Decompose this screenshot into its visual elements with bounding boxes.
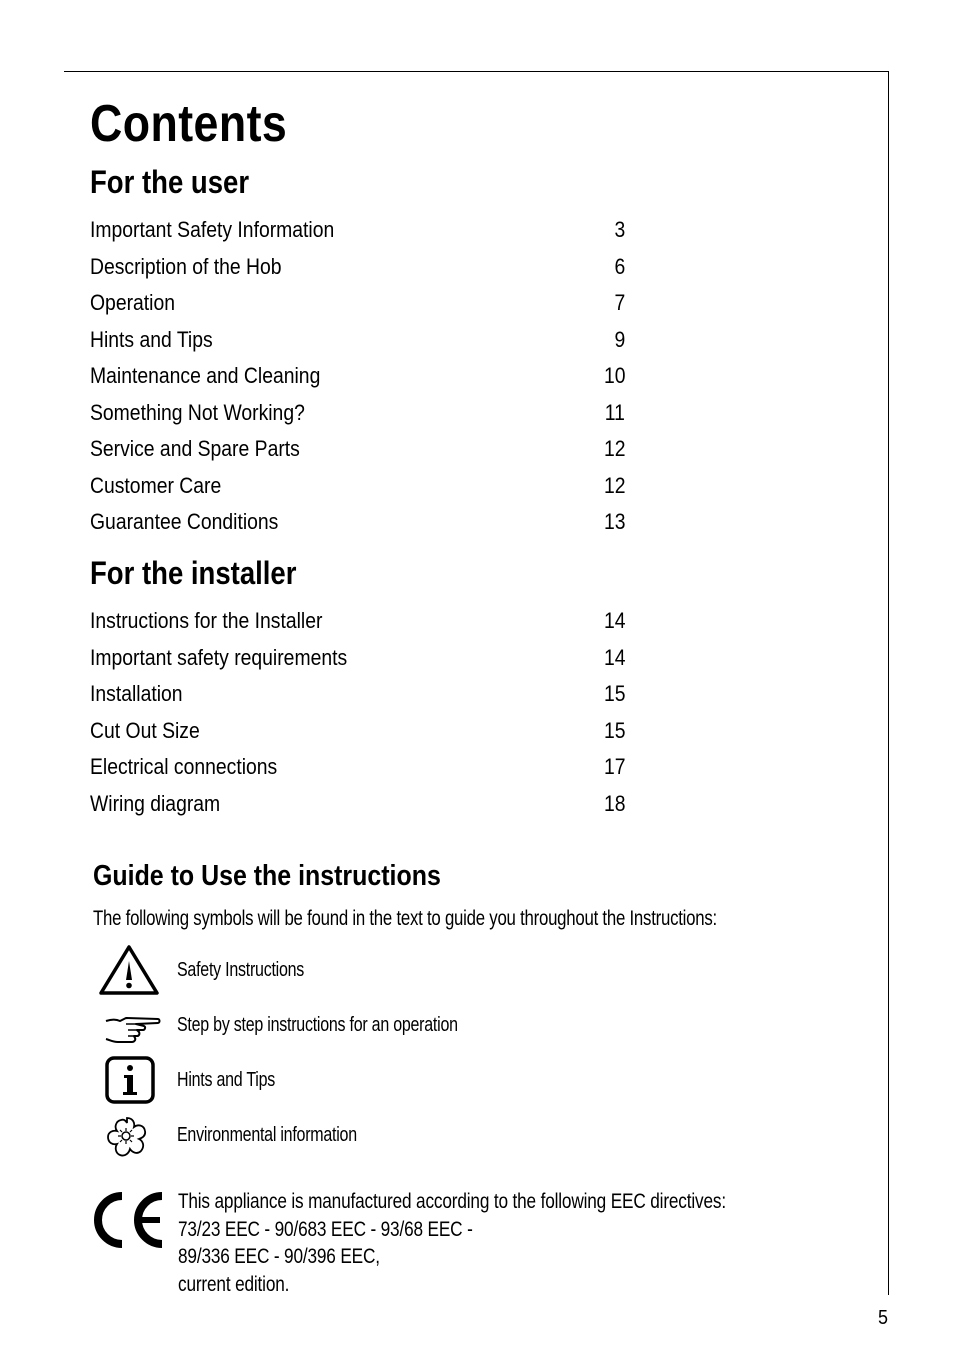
toc-entry-page: 9 [614,326,625,352]
toc-entry-page: 3 [614,217,625,242]
eec-line: This appliance is manufactured according to the following EEC directives: [178,1190,726,1213]
toc-entry-page: 10 [603,363,625,388]
toc-entry-page: 13 [603,509,625,534]
toc-entry[interactable] [90,290,625,327]
toc-entry-title: Description of the Hob [90,253,282,279]
toc-entry-page: 6 [614,253,625,279]
installer-section-heading: For the installer [90,555,297,591]
toc-entry[interactable] [90,254,625,291]
toc-entry-title: Instructions for the Installer [90,608,323,633]
eec-line: current edition. [178,1272,290,1296]
toc-entry-page: 14 [603,608,625,633]
toc-entry-title: Important safety requirements [90,644,348,670]
toc-entry-page: 12 [603,436,625,461]
toc-entry[interactable] [90,473,625,510]
toc-entry-page: 15 [603,717,625,743]
toc-entry-title: Customer Care [90,472,222,498]
toc-entry-title: Electrical connections [90,754,278,779]
eec-line: 89/336 EEC - 90/396 EEC, [178,1245,380,1268]
toc-entry[interactable] [90,681,625,718]
toc-entry-title: Installation [90,681,183,706]
toc-entry-title: Hints and Tips [90,326,213,352]
toc-entry[interactable] [90,436,625,473]
toc-entry-page: 18 [603,790,625,816]
toc-entry[interactable] [90,791,625,828]
user-toc-list [90,217,625,546]
toc-entry[interactable] [90,608,625,645]
toc-entry[interactable] [90,645,625,682]
eec-line: 73/23 EEC - 90/683 EEC - 93/68 EEC - [178,1217,473,1241]
toc-entry-page: 12 [603,472,625,498]
guide-intro: The following symbols will be found in the text to guide you throughout the Instructions: [93,907,717,930]
page-number: 5 [878,1307,889,1329]
toc-entry-title: Guarantee Conditions [90,509,279,534]
frame-right-rule [888,71,889,1295]
symbol-label-step-by-step: Step by step instructions for an operation [177,1014,458,1036]
toc-entry-page: 7 [614,290,625,315]
toc-entry-title: Maintenance and Cleaning [90,363,321,388]
symbol-label-environmental: Environmental information [177,1124,357,1146]
toc-entry[interactable] [90,363,625,400]
toc-entry[interactable] [90,400,625,437]
user-section-heading: For the user [90,164,250,200]
toc-entry[interactable] [90,217,625,254]
environment-flower-icon [104,1114,150,1160]
toc-entry-page: 14 [603,644,625,670]
toc-entry-title: Important Safety Information [90,217,335,242]
symbol-label-hints: Hints and Tips [177,1069,276,1091]
ce-mark-icon [90,1192,166,1248]
toc-entry-title: Something Not Working? [90,399,305,425]
frame-top-rule [64,71,889,72]
toc-entry-title: Operation [90,290,176,315]
guide-heading: Guide to Use the instructions [93,860,441,892]
toc-entry[interactable] [90,754,625,791]
warning-triangle-icon [98,944,160,996]
toc-entry-title: Wiring diagram [90,790,221,816]
toc-entry[interactable] [90,509,625,546]
toc-entry[interactable] [90,327,625,364]
toc-entry[interactable] [90,718,625,755]
page-title: Contents [90,95,288,153]
symbol-label-safety: Safety Instructions [177,959,305,981]
pointing-hand-icon [104,1013,162,1047]
toc-entry-page: 15 [603,681,625,706]
info-icon [104,1055,156,1105]
toc-entry-title: Service and Spare Parts [90,436,300,461]
eec-directives-text [178,1188,726,1298]
toc-entry-page: 11 [604,399,625,425]
toc-entry-page: 17 [603,754,625,779]
toc-entry-title: Cut Out Size [90,717,200,743]
installer-toc-list [90,608,625,827]
